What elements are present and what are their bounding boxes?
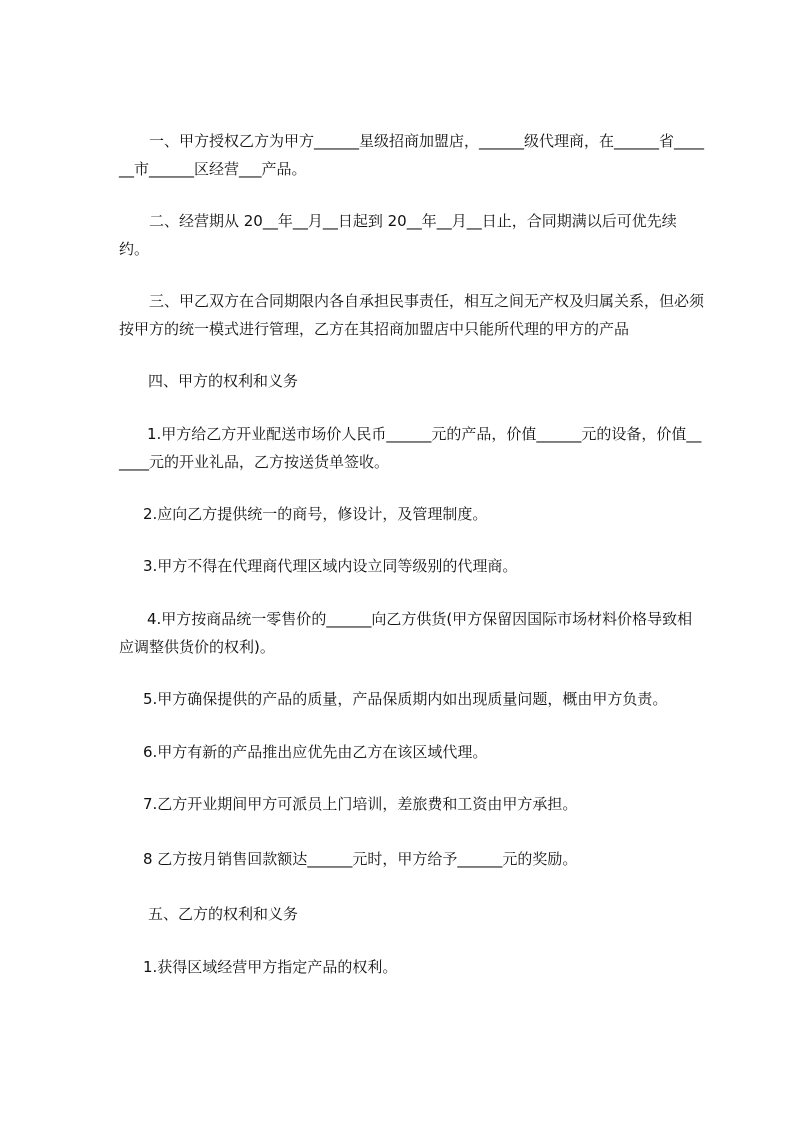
section-heading-party-a-rights: 四、甲方的权利和义务	[148, 372, 299, 390]
clause-2-term: 二、经营期从 20__年__月__日起到 20__年__月__日止，合同期满以后可优先续约。	[119, 212, 677, 258]
clause-3-liability: 三、甲乙双方在合同期限内各自承担民事责任，相互之间无产权及归属关系，但必须按甲方的统一模式进行管理，乙方在其招商加盟店中只能所代理的甲方的产品	[119, 292, 705, 338]
party-a-item-1: 1.甲方给乙方开业配送市场价人民币______元的产品，价值______元的设备，价值______元的开业礼品，乙方按送货单签收。	[119, 425, 702, 471]
party-a-item-8: 8 乙方按月销售回款额达______元时，甲方给予______元的奖励。	[143, 850, 578, 868]
party-a-item-7: 7.乙方开业期间甲方可派员上门培训，差旅费和工资由甲方承担。	[143, 795, 578, 813]
clause-1-authorization: 一、甲方授权乙方为甲方______星级招商加盟店，______级代理商，在______省______市______区经营___产品。	[119, 132, 705, 178]
section-heading-party-b-rights: 五、乙方的权利和义务	[148, 905, 299, 923]
party-b-item-1: 1.获得区域经营甲方指定产品的权利。	[143, 958, 398, 976]
party-a-item-5: 5.甲方确保提供的产品的质量，产品保质期内如出现质量问题，概由甲方负责。	[143, 690, 668, 708]
party-a-item-3: 3.甲方不得在代理商代理区域内设立同等级别的代理商。	[143, 557, 518, 575]
party-a-item-2: 2.应向乙方提供统一的商号，修设计，及管理制度。	[143, 505, 488, 523]
party-a-item-4: 4.甲方按商品统一零售价的______向乙方供货(甲方保留因国际市场材料价格导致相应调整供货价的权利)。	[119, 610, 693, 656]
party-a-item-6: 6.甲方有新的产品推出应优先由乙方在该区域代理。	[143, 743, 488, 761]
